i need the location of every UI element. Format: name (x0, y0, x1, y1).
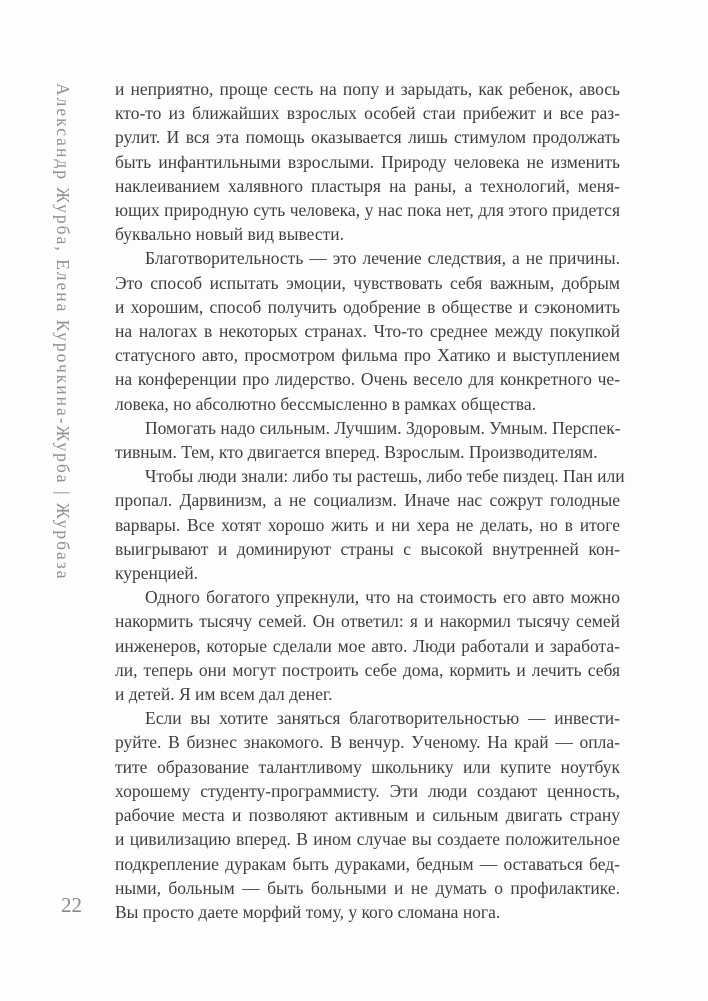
text-line: выигрывают и доминируют страны с высокой внутренней кон- (115, 538, 620, 559)
text-line: и детей. Я им всем дал денег. (115, 684, 333, 705)
text-line: Благотворительность — это лечение следствия, а не причины. (145, 248, 620, 269)
text-line: на налогах в некоторых странах. Что-то среднее между покупкой (115, 321, 620, 342)
text-line: и цивилизацию вперед. В ином случае вы создаете положительное (115, 829, 620, 850)
paragraph (115, 585, 620, 706)
text-line: Вы просто даете морфий тому, у кого сломана нога. (115, 901, 501, 922)
text-line: тите образование талантливому школьнику или купите ноутбук (115, 756, 620, 777)
paragraph (115, 706, 620, 924)
body-text (115, 77, 625, 924)
text-line: накормить тысячу семей. Он ответил: я и накормил тысячу семей (115, 611, 620, 632)
text-line: инженеров, которые сделали мое авто. Люди работали и заработа- (115, 635, 620, 656)
text-line: быть инфантильными взрослыми. Природу человека не изменить (115, 151, 620, 172)
text-line: Если вы хотите заняться благотворительностью — инвести- (145, 708, 620, 729)
paragraph (115, 246, 620, 415)
text-line: Чтобы люди знали: либо ты растешь, либо тебе пиздец. Пан или (145, 466, 625, 487)
text-line: подкрепление дуракам быть дураками, бедным — оставаться бед- (115, 853, 620, 874)
text-line: хорошему студенту-программисту. Эти люди создают ценность, (115, 780, 620, 801)
text-line: пропал. Дарвинизм, а не социализм. Иначе нас сожрут голодные (115, 490, 620, 511)
paragraph (115, 77, 620, 246)
text-line: и хорошим, способ получить одобрение в обществе и сэкономить (115, 296, 620, 317)
text-line: ли, теперь они могут построить себе дома, кормить и лечить себя (115, 659, 620, 680)
text-line: рулит. И вся эта помощь оказывается лишь стимулом продолжать (115, 127, 620, 148)
text-line: ными, больным — быть больными и не думать о профилактике. (115, 877, 620, 898)
text-line: статусного авто, просмотром фильма про Хатико и выступлением (115, 345, 620, 366)
text-line: руйте. В бизнес знакомого. В венчур. Ученому. На край — опла- (115, 732, 620, 753)
text-line: буквально новый вид вывести. (115, 224, 344, 245)
text-line: рабочие места и позволяют активным и сильным двигать страну (115, 805, 620, 826)
text-line: ловека, но абсолютно бессмысленно в рамках общества. (115, 393, 536, 414)
text-line: кто-то из ближайших взрослых особей стаи прибежит и все раз- (115, 103, 620, 124)
paragraph (115, 416, 620, 464)
text-line: на конференции про лидерство. Очень весело для конкретного че- (115, 369, 620, 390)
paragraph (115, 464, 625, 585)
text-line: ющих природную суть человека, у нас пока нет, для этого придется (115, 200, 620, 221)
text-line: Одного богатого упрекнули, что на стоимость его авто можно (145, 587, 620, 608)
text-line: тивным. Тем, кто двигается вперед. Взрослым. Производителям. (115, 442, 598, 463)
page-number: 22 (61, 893, 82, 917)
text-line: и неприятно, проще сесть на попу и зарыдать, как ребенок, авось (115, 79, 620, 99)
text-line: Это способ испытать эмоции, чувствовать себя важным, добрым (115, 272, 620, 293)
text-line: наклеиванием халявного пластыря на раны, а технологий, меня- (115, 175, 620, 196)
author-spine-text: Александр Журба, Елена Курочкина-Журба | Журбаза (53, 83, 73, 581)
text-line: варвары. Все хотят хорошо жить и ни хера не делать, но в итоге (115, 514, 620, 535)
text-line: куренцией. (115, 563, 199, 584)
text-line: Помогать надо сильным. Лучшим. Здоровым. Умным. Перспек- (145, 417, 621, 438)
